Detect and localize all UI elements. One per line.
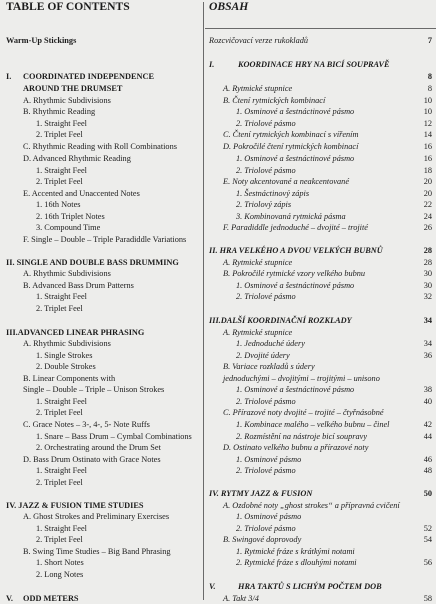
toc-entry: 1. Snare – Bass Drum – Cymbal Combinations: [36, 432, 192, 441]
left-title: TABLE OF CONTENTS: [6, 0, 130, 13]
toc-entry: 1. Straight Feel: [36, 292, 87, 301]
page-number: 24: [423, 212, 432, 221]
page-number: 46: [423, 455, 432, 464]
toc-entry: F. Single – Double – Triple Paradiddle Variations: [23, 235, 187, 244]
page-number: 54: [423, 535, 432, 544]
toc-entry: 2. Triolové pásmo: [236, 119, 296, 128]
toc-entry: 2. Triolové pásmo: [236, 166, 296, 175]
page-number: 7: [427, 36, 432, 45]
toc-entry: 1. 16th Notes: [36, 200, 81, 209]
toc-entry: 2. Dvojité údery: [236, 351, 290, 360]
page-number: 8: [427, 72, 432, 81]
toc-entry: A. Rhythmic Subdivisions: [23, 339, 111, 348]
toc-entry: 1. Osminové pásmo: [236, 455, 302, 464]
page-number: 10: [423, 96, 432, 105]
page-number: 48: [423, 466, 432, 475]
toc-entry: V.: [6, 594, 13, 603]
page-number: 26: [423, 223, 432, 232]
page-number: 50: [423, 489, 432, 498]
toc-entry: 2. Triplet Feel: [36, 478, 83, 487]
toc-entry: C. Rhythmic Reading with Roll Combinations: [23, 142, 177, 151]
toc-entry: A. Ozdobné noty „ghost strokes“ a přípravná cvičení: [223, 501, 400, 510]
toc-entry: B. Pokročilé rytmické vzory velkého bubnu: [223, 269, 366, 278]
toc-entry: D. Ostinato velkého bubnu a přírazové noty: [223, 443, 369, 452]
page-number: 28: [423, 258, 432, 267]
toc-entry: V.: [209, 582, 216, 591]
toc-entry: 2. Triolové pásmo: [236, 292, 296, 301]
page-number: 44: [423, 432, 432, 441]
toc-entry: HRA TAKTŮ S LICHÝM POČTEM DOB: [238, 582, 382, 591]
toc-entry: 2. Triolové pásmo: [236, 397, 296, 406]
toc-entry: IV. JAZZ & FUSION TIME STUDIES: [6, 501, 144, 510]
toc-entry: 1. Jednoduché údery: [236, 339, 305, 348]
toc-entry: 1. Short Notes: [36, 558, 84, 567]
toc-entry: 2. Double Strokes: [36, 362, 96, 371]
toc-entry: 1. Straight Feel: [36, 166, 87, 175]
page-number: 28: [423, 246, 432, 255]
page-number: 18: [423, 166, 432, 175]
toc-entry: D. Advanced Rhythmic Reading: [23, 154, 131, 163]
toc-entry: I.: [209, 60, 215, 69]
page-number: 20: [423, 189, 432, 198]
toc-entry: 1. Osminové a šestnáctinové pásmo: [236, 107, 355, 116]
toc-entry: 2. Triplet Feel: [36, 130, 83, 139]
toc-entry: 1. Single Strokes: [36, 351, 93, 360]
toc-entry: A. Rytmické stupnice: [223, 328, 293, 337]
toc-entry: F. Paradiddle jednoduché – dvojité – trojité: [223, 223, 368, 232]
toc-entry: 1. Kombinace malého – velkého bubnu – činel: [236, 420, 390, 429]
toc-entry: 2. Triplet Feel: [36, 408, 83, 417]
toc-entry: 1. Šestnáctinový zápis: [236, 189, 310, 198]
page-number: 34: [423, 316, 432, 325]
toc-entry: D. Bass Drum Ostinato with Grace Notes: [23, 455, 161, 464]
toc-entry: C. Čtení rytmických kombinací s vířením: [223, 130, 359, 139]
toc-entry: 2. Triolové pásmo: [236, 466, 296, 475]
toc-entry: ODD METERS: [23, 594, 79, 603]
toc-entry: B. Rhythmic Reading: [23, 107, 96, 116]
page-number: 10: [423, 107, 432, 116]
toc-entry: 2. Triplet Feel: [36, 535, 83, 544]
toc-entry: B. Linear Components with: [23, 374, 116, 383]
page-number: 20: [423, 177, 432, 186]
toc-entry: 1. Rytmické fráze s krátkými notami: [236, 547, 355, 556]
toc-entry: C. Grace Notes – 3-, 4-, 5- Note Ruffs: [23, 420, 150, 429]
page-number: 38: [423, 385, 432, 394]
toc-entry: E. Noty akcentované a neakcentované: [223, 177, 350, 186]
toc-entry: 2. 16th Triplet Notes: [36, 212, 105, 221]
page-number: 52: [423, 524, 432, 533]
toc-entry: 3. Compound Time: [36, 223, 101, 232]
toc-entry: KOORDINACE HRY NA BICÍ SOUPRAVĚ: [238, 60, 390, 69]
toc-entry: B. Variace rozkladů s údery: [223, 362, 315, 371]
toc-entry: A. Rhythmic Subdivisions: [23, 269, 111, 278]
toc-entry: II. HRA VELKÉHO A DVOU VELKÝCH BUBNŮ: [209, 246, 383, 255]
toc-entry: 1. Osminové pásmo: [236, 512, 302, 521]
page-number: 58: [423, 594, 432, 603]
toc-entry: 2. Triplet Feel: [36, 177, 83, 186]
toc-entry: 1. Osminové a šestnáctinové pásmo: [236, 154, 355, 163]
toc-entry: 2. Orchestrating around the Drum Set: [36, 443, 161, 452]
toc-entry: B. Swing Time Studies – Big Band Phrasing: [23, 547, 171, 556]
right-title: OBSAH: [209, 0, 249, 13]
page-number: 56: [423, 558, 432, 567]
toc-entry: A. Takt 3/4: [223, 594, 259, 603]
page-number: 8: [427, 84, 432, 93]
page-number: 34: [423, 339, 432, 348]
column-divider: [203, 2, 204, 600]
page-number: 12: [423, 119, 432, 128]
toc-entry: Rozcvičovací verze rukokladů: [209, 36, 309, 45]
toc-entry: AROUND THE DRUMSET: [23, 84, 123, 93]
toc-entry: A. Rytmické stupnice: [223, 258, 293, 267]
toc-entry: IV. RYTMY JAZZ & FUSION: [209, 489, 313, 498]
toc-entry: 2. Triolový zápis: [236, 200, 292, 209]
toc-entry: E. Accented and Unaccented Notes: [23, 189, 140, 198]
toc-entry: A. Ghost Strokes and Preliminary Exercises: [23, 512, 170, 521]
page-number: 14: [423, 130, 432, 139]
toc-entry: 1. Osminové a šestnáctinové pásmo: [236, 281, 355, 290]
toc-entry: I.: [6, 72, 12, 81]
toc-entry: 3. Kombinovaná rytmická pásma: [236, 212, 346, 221]
toc-entry: 1. Straight Feel: [36, 397, 87, 406]
toc-entry: C. Přírazové noty dvojité – trojité – čtyřnásobné: [223, 408, 384, 417]
page-number: 22: [423, 200, 432, 209]
page-number: 30: [423, 269, 432, 278]
page-number: 42: [423, 420, 432, 429]
toc-entry: 2. Triolové pásmo: [236, 524, 296, 533]
toc-entry: 2. Rytmické fráze s dlouhými notami: [236, 558, 357, 567]
toc-entry: A. Rytmické stupnice: [223, 84, 293, 93]
page-number: 16: [423, 154, 432, 163]
toc-entry: D. Pokročilé čtení rytmických kombinací: [223, 142, 359, 151]
toc-entry: B. Čtení rytmických kombinací: [223, 96, 326, 105]
toc-entry: 2. Triplet Feel: [36, 304, 83, 313]
toc-entry: 2. Long Notes: [36, 570, 84, 579]
page-number: 32: [423, 292, 432, 301]
toc-entry: jednoduchými – dvojitými – trojitými – unisono: [223, 374, 380, 383]
right-title-rule: [205, 28, 436, 29]
toc-entry: B. Advanced Bass Drum Patterns: [23, 281, 134, 290]
toc-entry: B. Swingové doprovody: [223, 535, 302, 544]
toc-entry: Single – Double – Triple – Unison Strokes: [23, 385, 165, 394]
toc-entry: 1. Straight Feel: [36, 524, 87, 533]
toc-entry: 1. Straight Feel: [36, 119, 87, 128]
toc-entry: III.ADVANCED LINEAR PHRASING: [6, 328, 145, 337]
toc-entry: 2. Rozmístění na nástroje bicí soupravy: [236, 432, 368, 441]
toc-entry: 1. Osminové a šestnáctinové pásmo: [236, 385, 355, 394]
page-number: 16: [423, 142, 432, 151]
page-number: 30: [423, 281, 432, 290]
toc-entry: II. SINGLE AND DOUBLE BASS DRUMMING: [6, 258, 179, 267]
page-number: 40: [423, 397, 432, 406]
toc-entry: Warm-Up Stickings: [6, 36, 77, 45]
toc-entry: III.DALŠÍ KOORDINAČNÍ ROZKLADY: [209, 316, 352, 325]
toc-entry: A. Rhythmic Subdivisions: [23, 96, 111, 105]
page-number: 36: [423, 351, 432, 360]
toc-entry: COORDINATED INDEPENDENCE: [23, 72, 154, 81]
toc-entry: 1. Straight Feel: [36, 466, 87, 475]
